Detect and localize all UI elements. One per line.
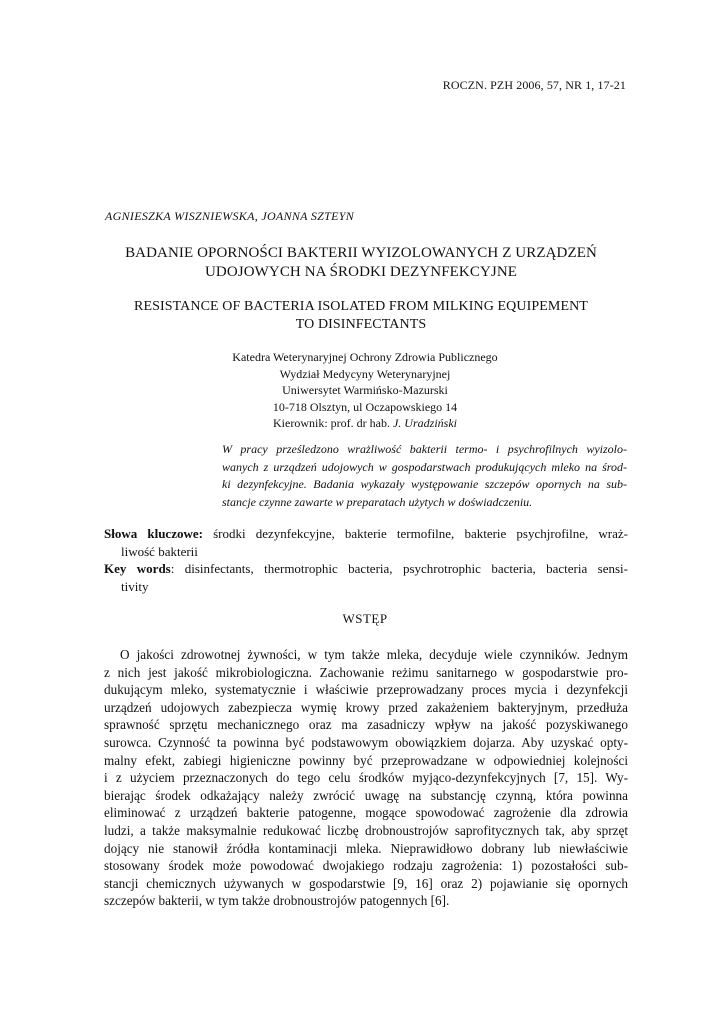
abstract-line: stancje czynne zawarte w preparatach użytych w doświadczeniu. [222,494,533,509]
title-polish-line: UDOJOWYCH NA ŚRODKI DEZYNFEKCYJNE [204,264,518,280]
keywords-english-label: Key words [104,561,171,576]
keywords-polish-label: Słowa kluczowe: [104,526,203,541]
keywords-polish-continuation: liwość bakterii [121,543,198,559]
journal-reference: ROCZN. PZH 2006, 57, NR 1, 17-21 [442,78,626,92]
affiliation-line: Uniwersytet Warmińsko-Mazurski [282,383,448,397]
keywords-english-text: : disinfectants, thermotrophic bacteria, psychrotrophic bacteria, bacteria sensi- [170,561,628,576]
affiliation-line: 10-718 Olsztyn, ul Oczapowskiego 14 [272,399,458,414]
title-english-line: TO DISINFECTANTS [295,317,427,332]
keywords-english-continuation: tivity [121,578,149,594]
keywords-english [104,560,628,595]
body-line: ludzi, a także maksymalnie redukować liczbę drobnoustrojów saprofitycznych tak, aby sprzęt [104,822,628,838]
body-line: stancji chemicznych używanych w gospodarstwie [9, 16] oraz 2) pojawianie się opornych [104,875,628,891]
keywords-english-line [104,560,628,578]
body-line: dukującym mleko, systematycznie i właściwie przeprowadzany proces mycia i dezynfekcji [104,682,628,698]
keywords-polish-text: środki dezynfekcyjne, bakterie termofilne, bakterie psychjrofilne, wraż- [213,526,628,541]
body-line: urządzeń udojowych zabezpiecza wymię krowy przed zakażeniem bakteryjnym, przedłuża [104,699,628,715]
body-line: i z użyciem przeznaczonych do tego celu środków myjąco-dezynfekcyjnych [7, 15]. Wy- [104,770,628,786]
body-line: dojący nie stanowił źródła kontaminacji mleka. Nieprawidłowo dobrany lub niewłaściwie [104,840,628,856]
affiliation-line: Wydział Medycyny Weterynaryjnej [279,366,451,381]
body-line: szczepów bakterii, w tym także drobnoustrojów patogennych [6]. [104,893,450,909]
keywords-polish [104,525,628,560]
abstract-line: W pracy prześledzono wrażliwość bakterii termo- i psychrofilnych wyizolo- [222,442,627,456]
section-heading: WSTĘP [342,611,388,626]
body-paragraph [104,646,628,910]
affiliation-line: Katedra Weterynaryjnej Ochrony Zdrowia Publicznego [232,350,498,364]
body-line: z nich jest jakość mikrobiologiczna. Zachowanie reżimu sanitarnego w gospodarstwie pro- [104,664,628,680]
abstract-line: wanych z urządzeń udojowych w gospodarstwach produkujących mleko na środ- [222,459,627,474]
title-polish-line: BADANIE OPORNOŚCI BAKTERII WYIZOLOWANYCH Z URZĄDZEŃ [125,245,597,261]
keywords-polish-line [104,525,628,543]
abstract [222,441,627,511]
department-head [150,415,580,432]
department-head-name: J. Uradziński [392,416,457,430]
abstract-line: ki dezynfekcyjne. Badania wykazały występowanie szczepów opornych na sub- [222,477,627,491]
title-english-line: RESISTANCE OF BACTERIA ISOLATED FROM MILKING EQUIPEMENT [134,299,588,314]
affiliation [150,349,580,432]
title-english [80,298,642,334]
title-polish [80,244,642,282]
department-head-label: Kierownik: prof. dr hab. [273,416,390,430]
body-line: malny efekt, zabiegi higieniczne powinny być przeprowadzane w odpowiedniej kolejności [104,752,628,768]
body-line: O jakości zdrowotnej żywności, w tym także mleka, decyduje wiele czynników. Jednym [120,647,628,662]
body-line: eliminować z urządzeń bakterie patogenne, mogące spowodować zagrożenie dla zdrowia [104,805,628,821]
body-line: stosowany środek może powodować dwojakiego rodzaju zagrożenia: 1) pozostałości sub- [104,858,628,874]
body-line: bierając środek odkażający należy zwrócić uwagę na substancję czynną, która powinna [104,787,628,803]
body-line: sprawność sprzętu mechanicznego oraz ma zasadniczy wpływ na jakość pozyskiwanego [104,717,628,733]
body-line: surowca. Czynność ta powinna być podstawowym obowiązkiem dojarza. Aby uzyskać opty- [104,734,628,750]
authors: AGNIESZKA WISZNIEWSKA, JOANNA SZTEYN [105,209,355,223]
